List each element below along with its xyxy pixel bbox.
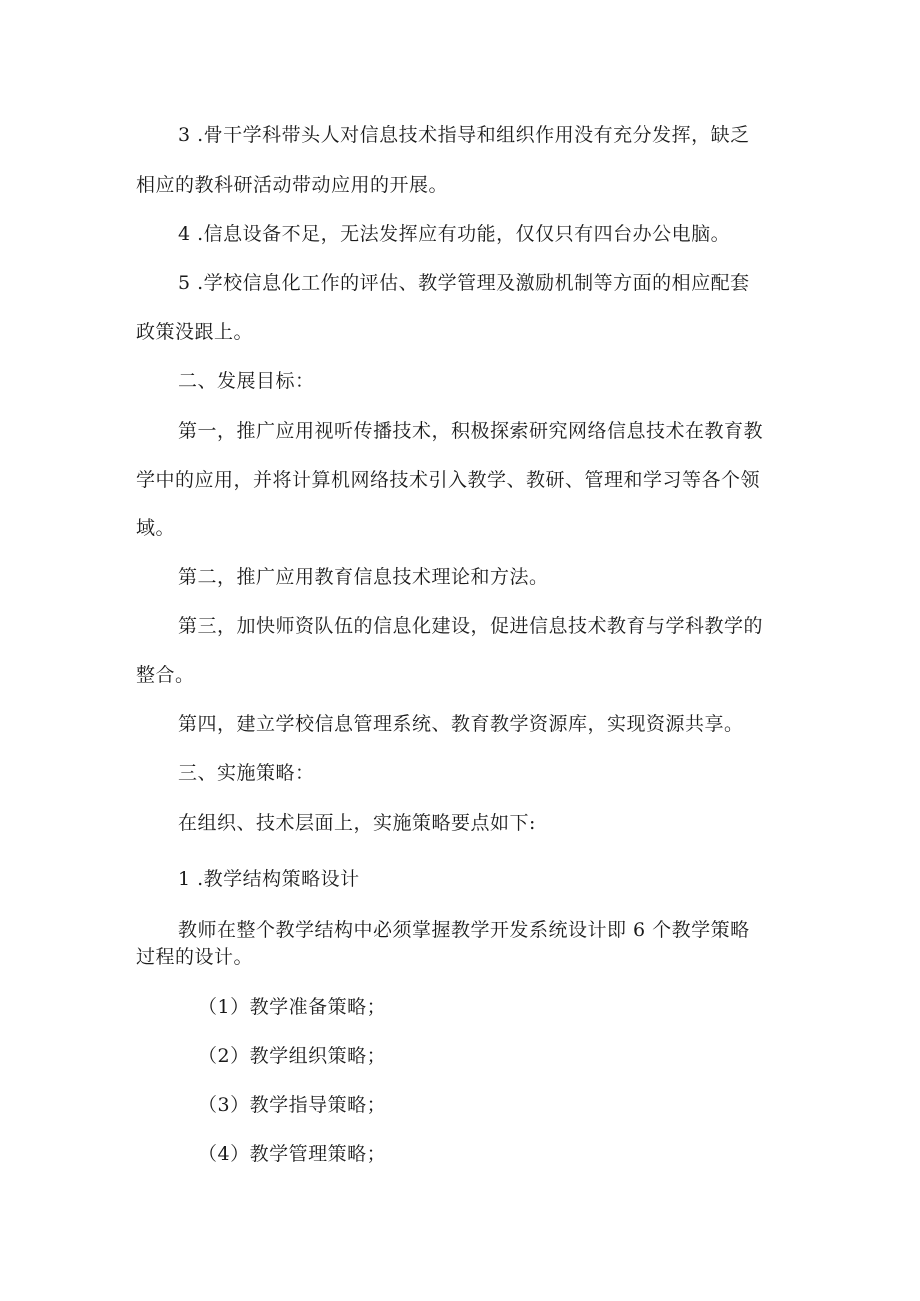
goal-2: 第二，推广应用教育信息技术理论和方法。: [178, 566, 549, 588]
heading-implementation-strategy: 三、实施策略：: [178, 762, 315, 784]
strategy-sub-item-3: （3）教学指导策略；: [198, 1094, 387, 1116]
goal-4: 第四，建立学校信息管理系统、教育教学资源库，实现资源共享。: [178, 713, 744, 735]
strategy-item-1-title: 1 .教学结构策略设计: [178, 868, 360, 890]
goal-1-line-2: 学中的应用，并将计算机网络技术引入教学、教研、管理和学习等各个领: [136, 469, 761, 491]
goal-3-line-2: 整合。: [136, 664, 195, 686]
heading-development-goals: 二、发展目标：: [178, 370, 315, 392]
goal-1-line-1: 第一，推广应用视听传播技术，积极探索研究网络信息技术在教育教: [178, 420, 764, 442]
strategy-sub-item-2: （2）教学组织策略；: [198, 1045, 387, 1067]
paragraph-5-line-1: 5 .学校信息化工作的评估、教学管理及激励机制等方面的相应配套: [178, 272, 750, 294]
paragraph-5-line-2: 政策没跟上。: [136, 321, 254, 343]
paragraph-4: 4 .信息设备不足，无法发挥应有功能，仅仅只有四台办公电脑。: [178, 223, 731, 245]
paragraph-3-line-1: 3 .骨干学科带头人对信息技术指导和组织作用没有充分发挥，缺乏: [178, 124, 750, 146]
strategy-sub-item-4: （4）教学管理策略；: [198, 1143, 387, 1165]
strategy-item-1-desc-line-1: 教师在整个教学结构中必须掌握教学开发系统设计即 6 个教学策略: [178, 919, 750, 941]
paragraph-3-line-2: 相应的教科研活动带动应用的开展。: [136, 174, 449, 196]
strategy-intro: 在组织、技术层面上，实施策略要点如下:: [178, 812, 536, 834]
goal-1-line-3: 域。: [136, 517, 176, 539]
strategy-sub-item-1: （1）教学准备策略；: [198, 996, 387, 1018]
goal-3-line-1: 第三，加快师资队伍的信息化建设，促进信息技术教育与学科教学的: [178, 615, 764, 637]
strategy-item-1-desc-line-2: 过程的设计。: [136, 946, 254, 968]
